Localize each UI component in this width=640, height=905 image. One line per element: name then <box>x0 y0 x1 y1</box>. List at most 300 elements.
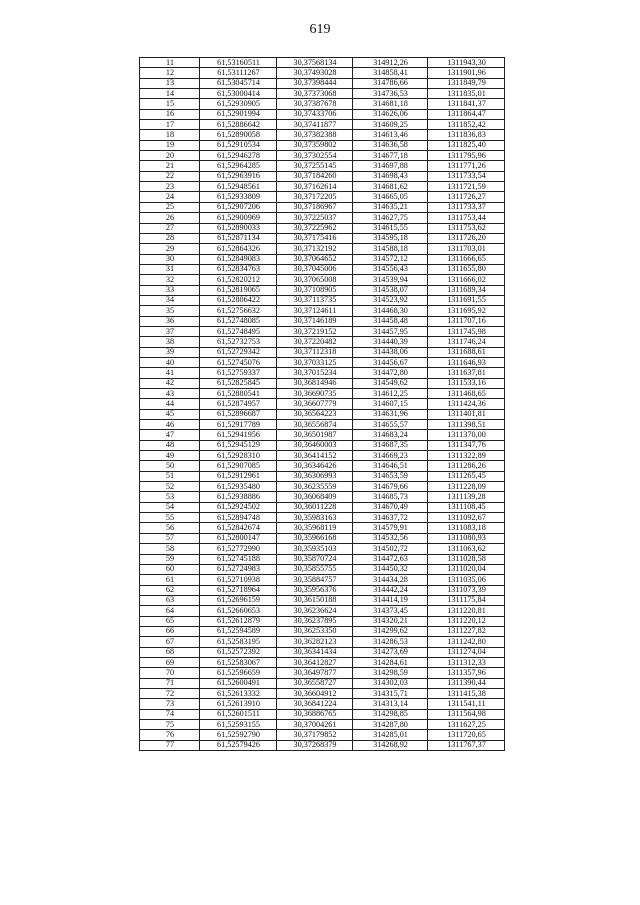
longitude-cell: 30,37033125 <box>277 357 353 367</box>
longitude-cell: 30,36011228 <box>277 502 353 512</box>
y-coordinate-cell: 1311092,67 <box>428 513 505 523</box>
latitude-cell: 61,53111267 <box>200 68 277 78</box>
longitude-cell: 30,36068409 <box>277 492 353 502</box>
longitude-cell: 30,37268379 <box>277 740 353 750</box>
x-coordinate-cell: 314681,18 <box>353 99 428 109</box>
longitude-cell: 30,36558727 <box>277 678 353 688</box>
y-coordinate-cell: 1311227,82 <box>428 626 505 636</box>
latitude-cell: 61,52894748 <box>200 513 277 523</box>
y-coordinate-cell: 1311286,26 <box>428 461 505 471</box>
x-coordinate-cell: 314670,49 <box>353 502 428 512</box>
latitude-cell: 61,52748495 <box>200 326 277 336</box>
x-coordinate-cell: 314679,66 <box>353 482 428 492</box>
table-row <box>140 544 505 554</box>
table-row <box>140 451 505 461</box>
longitude-cell: 30,37124611 <box>277 306 353 316</box>
x-coordinate-cell: 314687,35 <box>353 440 428 450</box>
point-number-cell: 23 <box>140 182 200 192</box>
x-coordinate-cell: 314373,45 <box>353 606 428 616</box>
longitude-cell: 30,36414152 <box>277 451 353 461</box>
latitude-cell: 61,52900969 <box>200 213 277 223</box>
longitude-cell: 30,36501987 <box>277 430 353 440</box>
longitude-cell: 30,37302554 <box>277 151 353 161</box>
y-coordinate-cell: 1311080,93 <box>428 533 505 543</box>
longitude-cell: 30,37064652 <box>277 254 353 264</box>
y-coordinate-cell: 1311646,93 <box>428 357 505 367</box>
table-row <box>140 730 505 740</box>
y-coordinate-cell: 1311666,65 <box>428 254 505 264</box>
y-coordinate-cell: 1311312,33 <box>428 657 505 667</box>
table-row <box>140 223 505 233</box>
table-row <box>140 99 505 109</box>
point-number-cell: 66 <box>140 626 200 636</box>
table-row <box>140 171 505 181</box>
latitude-cell: 61,52806422 <box>200 295 277 305</box>
point-number-cell: 49 <box>140 451 200 461</box>
longitude-cell: 30,36235559 <box>277 482 353 492</box>
table-row <box>140 720 505 730</box>
latitude-cell: 61,52880541 <box>200 389 277 399</box>
longitude-cell: 30,37225037 <box>277 213 353 223</box>
latitude-cell: 61,52917789 <box>200 420 277 430</box>
x-coordinate-cell: 314685,73 <box>353 492 428 502</box>
y-coordinate-cell: 1311424,36 <box>428 399 505 409</box>
longitude-cell: 30,36607779 <box>277 399 353 409</box>
x-coordinate-cell: 314697,88 <box>353 161 428 171</box>
point-number-cell: 70 <box>140 668 200 678</box>
point-number-cell: 54 <box>140 502 200 512</box>
y-coordinate-cell: 1311564,98 <box>428 709 505 719</box>
longitude-cell: 30,36841224 <box>277 699 353 709</box>
table-row <box>140 420 505 430</box>
point-number-cell: 61 <box>140 575 200 585</box>
table-row <box>140 668 505 678</box>
table-row <box>140 233 505 243</box>
table-row <box>140 316 505 326</box>
y-coordinate-cell: 1311733,54 <box>428 171 505 181</box>
longitude-cell: 30,36556874 <box>277 420 353 430</box>
latitude-cell: 61,52612879 <box>200 616 277 626</box>
latitude-cell: 61,52896687 <box>200 409 277 419</box>
latitude-cell: 61,52907206 <box>200 202 277 212</box>
latitude-cell: 61,52729342 <box>200 347 277 357</box>
longitude-cell: 30,37219152 <box>277 326 353 336</box>
x-coordinate-cell: 314532,56 <box>353 533 428 543</box>
x-coordinate-cell: 314273,69 <box>353 647 428 657</box>
table-row <box>140 492 505 502</box>
longitude-cell: 30,36341434 <box>277 647 353 657</box>
x-coordinate-cell: 314286,53 <box>353 637 428 647</box>
point-number-cell: 19 <box>140 140 200 150</box>
latitude-cell: 61,52759337 <box>200 368 277 378</box>
point-number-cell: 41 <box>140 368 200 378</box>
longitude-cell: 30,36690735 <box>277 389 353 399</box>
x-coordinate-cell: 314627,75 <box>353 213 428 223</box>
longitude-cell: 30,37146189 <box>277 316 353 326</box>
x-coordinate-cell: 314677,18 <box>353 151 428 161</box>
y-coordinate-cell: 1311720,65 <box>428 730 505 740</box>
table-row <box>140 688 505 698</box>
y-coordinate-cell: 1311228,09 <box>428 482 505 492</box>
y-coordinate-cell: 1311274,04 <box>428 647 505 657</box>
latitude-cell: 61,52745188 <box>200 554 277 564</box>
point-number-cell: 76 <box>140 730 200 740</box>
table-row <box>140 78 505 88</box>
latitude-cell: 61,52592790 <box>200 730 277 740</box>
x-coordinate-cell: 314595,18 <box>353 233 428 243</box>
point-number-cell: 14 <box>140 89 200 99</box>
point-number-cell: 20 <box>140 151 200 161</box>
point-number-cell: 16 <box>140 109 200 119</box>
x-coordinate-cell: 314626,06 <box>353 109 428 119</box>
y-coordinate-cell: 1311753,62 <box>428 223 505 233</box>
x-coordinate-cell: 314736,53 <box>353 89 428 99</box>
table-row <box>140 606 505 616</box>
point-number-cell: 62 <box>140 585 200 595</box>
longitude-cell: 30,36886765 <box>277 709 353 719</box>
table-row <box>140 58 505 68</box>
table-row <box>140 513 505 523</box>
latitude-cell: 61,52933809 <box>200 192 277 202</box>
point-number-cell: 40 <box>140 357 200 367</box>
longitude-cell: 30,36282123 <box>277 637 353 647</box>
x-coordinate-cell: 314786,66 <box>353 78 428 88</box>
x-coordinate-cell: 314298,59 <box>353 668 428 678</box>
latitude-cell: 61,52800147 <box>200 533 277 543</box>
latitude-cell: 61,53000414 <box>200 89 277 99</box>
latitude-cell: 61,52613910 <box>200 699 277 709</box>
table-row <box>140 389 505 399</box>
coordinates-table-body <box>140 58 505 751</box>
table-row <box>140 244 505 254</box>
table-row <box>140 202 505 212</box>
table-row <box>140 430 505 440</box>
point-number-cell: 73 <box>140 699 200 709</box>
longitude-cell: 30,36564223 <box>277 409 353 419</box>
latitude-cell: 61,53160511 <box>200 58 277 68</box>
point-number-cell: 56 <box>140 523 200 533</box>
y-coordinate-cell: 1311390,44 <box>428 678 505 688</box>
y-coordinate-cell: 1311771,26 <box>428 161 505 171</box>
y-coordinate-cell: 1311020,04 <box>428 564 505 574</box>
table-row <box>140 523 505 533</box>
point-number-cell: 36 <box>140 316 200 326</box>
latitude-cell: 61,52596659 <box>200 668 277 678</box>
longitude-cell: 30,35968119 <box>277 523 353 533</box>
longitude-cell: 30,36306993 <box>277 471 353 481</box>
y-coordinate-cell: 1311703,01 <box>428 244 505 254</box>
point-number-cell: 68 <box>140 647 200 657</box>
x-coordinate-cell: 314637,72 <box>353 513 428 523</box>
longitude-cell: 30,35855755 <box>277 564 353 574</box>
y-coordinate-cell: 1311691,55 <box>428 295 505 305</box>
latitude-cell: 61,52820212 <box>200 275 277 285</box>
longitude-cell: 30,37015234 <box>277 368 353 378</box>
longitude-cell: 30,37398444 <box>277 78 353 88</box>
latitude-cell: 61,52964285 <box>200 161 277 171</box>
longitude-cell: 30,37225962 <box>277 223 353 233</box>
point-number-cell: 71 <box>140 678 200 688</box>
table-row <box>140 254 505 264</box>
table-row <box>140 306 505 316</box>
table-row <box>140 182 505 192</box>
x-coordinate-cell: 314655,57 <box>353 420 428 430</box>
point-number-cell: 21 <box>140 161 200 171</box>
point-number-cell: 24 <box>140 192 200 202</box>
x-coordinate-cell: 314450,32 <box>353 564 428 574</box>
table-row <box>140 575 505 585</box>
table-row <box>140 440 505 450</box>
y-coordinate-cell: 1311108,45 <box>428 502 505 512</box>
longitude-cell: 30,37004261 <box>277 720 353 730</box>
latitude-cell: 61,52945129 <box>200 440 277 450</box>
point-number-cell: 27 <box>140 223 200 233</box>
table-row <box>140 699 505 709</box>
longitude-cell: 30,37162614 <box>277 182 353 192</box>
x-coordinate-cell: 314457,95 <box>353 326 428 336</box>
x-coordinate-cell: 314299,62 <box>353 626 428 636</box>
y-coordinate-cell: 1311726,27 <box>428 192 505 202</box>
latitude-cell: 61,53045714 <box>200 78 277 88</box>
table-row <box>140 409 505 419</box>
y-coordinate-cell: 1311852,42 <box>428 120 505 130</box>
point-number-cell: 31 <box>140 264 200 274</box>
point-number-cell: 42 <box>140 378 200 388</box>
table-row <box>140 120 505 130</box>
x-coordinate-cell: 314613,46 <box>353 130 428 140</box>
point-number-cell: 58 <box>140 544 200 554</box>
table-row <box>140 399 505 409</box>
x-coordinate-cell: 314442,24 <box>353 585 428 595</box>
longitude-cell: 30,37175416 <box>277 233 353 243</box>
x-coordinate-cell: 314302,03 <box>353 678 428 688</box>
x-coordinate-cell: 314615,55 <box>353 223 428 233</box>
y-coordinate-cell: 1311835,01 <box>428 89 505 99</box>
point-number-cell: 55 <box>140 513 200 523</box>
table-row <box>140 585 505 595</box>
latitude-cell: 61,52593155 <box>200 720 277 730</box>
latitude-cell: 61,52660653 <box>200 606 277 616</box>
latitude-cell: 61,52748085 <box>200 316 277 326</box>
point-number-cell: 46 <box>140 420 200 430</box>
longitude-cell: 30,36346426 <box>277 461 353 471</box>
y-coordinate-cell: 1311864,47 <box>428 109 505 119</box>
point-number-cell: 74 <box>140 709 200 719</box>
point-number-cell: 28 <box>140 233 200 243</box>
x-coordinate-cell: 314538,07 <box>353 285 428 295</box>
longitude-cell: 30,37359802 <box>277 140 353 150</box>
x-coordinate-cell: 314468,30 <box>353 306 428 316</box>
x-coordinate-cell: 314588,18 <box>353 244 428 254</box>
table-row <box>140 554 505 564</box>
latitude-cell: 61,52819065 <box>200 285 277 295</box>
point-number-cell: 45 <box>140 409 200 419</box>
latitude-cell: 61,52756632 <box>200 306 277 316</box>
x-coordinate-cell: 314665,05 <box>353 192 428 202</box>
table-row <box>140 533 505 543</box>
x-coordinate-cell: 314523,92 <box>353 295 428 305</box>
x-coordinate-cell: 314287,80 <box>353 720 428 730</box>
x-coordinate-cell: 314858,41 <box>353 68 428 78</box>
point-number-cell: 15 <box>140 99 200 109</box>
latitude-cell: 61,52572392 <box>200 647 277 657</box>
x-coordinate-cell: 314631,96 <box>353 409 428 419</box>
longitude-cell: 30,37382388 <box>277 130 353 140</box>
point-number-cell: 65 <box>140 616 200 626</box>
point-number-cell: 17 <box>140 120 200 130</box>
point-number-cell: 22 <box>140 171 200 181</box>
table-row <box>140 637 505 647</box>
longitude-cell: 30,35983163 <box>277 513 353 523</box>
x-coordinate-cell: 314434,28 <box>353 575 428 585</box>
point-number-cell: 26 <box>140 213 200 223</box>
latitude-cell: 61,52941956 <box>200 430 277 440</box>
point-number-cell: 12 <box>140 68 200 78</box>
y-coordinate-cell: 1311695,92 <box>428 306 505 316</box>
x-coordinate-cell: 314698,43 <box>353 171 428 181</box>
y-coordinate-cell: 1311322,89 <box>428 451 505 461</box>
latitude-cell: 61,52772990 <box>200 544 277 554</box>
table-row <box>140 461 505 471</box>
y-coordinate-cell: 1311242,80 <box>428 637 505 647</box>
latitude-cell: 61,52886642 <box>200 120 277 130</box>
latitude-cell: 61,52864326 <box>200 244 277 254</box>
point-number-cell: 11 <box>140 58 200 68</box>
y-coordinate-cell: 1311035,06 <box>428 575 505 585</box>
y-coordinate-cell: 1311468,65 <box>428 389 505 399</box>
table-row <box>140 471 505 481</box>
y-coordinate-cell: 1311943,30 <box>428 58 505 68</box>
x-coordinate-cell: 314572,12 <box>353 254 428 264</box>
x-coordinate-cell: 314472,80 <box>353 368 428 378</box>
latitude-cell: 61,52871134 <box>200 233 277 243</box>
point-number-cell: 53 <box>140 492 200 502</box>
page-number: 619 <box>309 22 331 37</box>
y-coordinate-cell: 1311401,81 <box>428 409 505 419</box>
table-row <box>140 285 505 295</box>
point-number-cell: 57 <box>140 533 200 543</box>
latitude-cell: 61,52946278 <box>200 151 277 161</box>
x-coordinate-cell: 314607,15 <box>353 399 428 409</box>
y-coordinate-cell: 1311073,39 <box>428 585 505 595</box>
latitude-cell: 61,52732753 <box>200 337 277 347</box>
x-coordinate-cell: 314456,67 <box>353 357 428 367</box>
longitude-cell: 30,37179852 <box>277 730 353 740</box>
longitude-cell: 30,36237895 <box>277 616 353 626</box>
latitude-cell: 61,52874957 <box>200 399 277 409</box>
table-row <box>140 626 505 636</box>
y-coordinate-cell: 1311688,61 <box>428 347 505 357</box>
y-coordinate-cell: 1311415,38 <box>428 688 505 698</box>
point-number-cell: 43 <box>140 389 200 399</box>
y-coordinate-cell: 1311901,96 <box>428 68 505 78</box>
x-coordinate-cell: 314669,23 <box>353 451 428 461</box>
point-number-cell: 48 <box>140 440 200 450</box>
latitude-cell: 61,52710938 <box>200 575 277 585</box>
x-coordinate-cell: 314653,59 <box>353 471 428 481</box>
x-coordinate-cell: 314579,91 <box>353 523 428 533</box>
y-coordinate-cell: 1311220,12 <box>428 616 505 626</box>
latitude-cell: 61,52924502 <box>200 502 277 512</box>
latitude-cell: 61,52579426 <box>200 740 277 750</box>
latitude-cell: 61,52912961 <box>200 471 277 481</box>
point-number-cell: 63 <box>140 595 200 605</box>
point-number-cell: 69 <box>140 657 200 667</box>
y-coordinate-cell: 1311841,37 <box>428 99 505 109</box>
table-row <box>140 482 505 492</box>
longitude-cell: 30,37113735 <box>277 295 353 305</box>
table-row <box>140 337 505 347</box>
table-row <box>140 161 505 171</box>
y-coordinate-cell: 1311357,96 <box>428 668 505 678</box>
point-number-cell: 60 <box>140 564 200 574</box>
y-coordinate-cell: 1311733,37 <box>428 202 505 212</box>
longitude-cell: 30,36236624 <box>277 606 353 616</box>
longitude-cell: 30,37108905 <box>277 285 353 295</box>
latitude-cell: 61,52718964 <box>200 585 277 595</box>
y-coordinate-cell: 1311753,44 <box>428 213 505 223</box>
point-number-cell: 67 <box>140 637 200 647</box>
y-coordinate-cell: 1311347,76 <box>428 440 505 450</box>
point-number-cell: 37 <box>140 326 200 336</box>
table-row <box>140 368 505 378</box>
point-number-cell: 18 <box>140 130 200 140</box>
y-coordinate-cell: 1311849,79 <box>428 78 505 88</box>
latitude-cell: 61,52907085 <box>200 461 277 471</box>
latitude-cell: 61,52930905 <box>200 99 277 109</box>
y-coordinate-cell: 1311655,80 <box>428 264 505 274</box>
longitude-cell: 30,37045006 <box>277 264 353 274</box>
point-number-cell: 51 <box>140 471 200 481</box>
point-number-cell: 35 <box>140 306 200 316</box>
y-coordinate-cell: 1311707,16 <box>428 316 505 326</box>
table-row <box>140 564 505 574</box>
longitude-cell: 30,37065008 <box>277 275 353 285</box>
x-coordinate-cell: 314683,24 <box>353 430 428 440</box>
table-row <box>140 502 505 512</box>
table-row <box>140 151 505 161</box>
latitude-cell: 61,52583067 <box>200 657 277 667</box>
x-coordinate-cell: 314284,61 <box>353 657 428 667</box>
table-row <box>140 347 505 357</box>
longitude-cell: 30,35935103 <box>277 544 353 554</box>
x-coordinate-cell: 314549,62 <box>353 378 428 388</box>
longitude-cell: 30,35966168 <box>277 533 353 543</box>
latitude-cell: 61,52583195 <box>200 637 277 647</box>
latitude-cell: 61,52935480 <box>200 482 277 492</box>
y-coordinate-cell: 1311398,51 <box>428 420 505 430</box>
latitude-cell: 61,52963916 <box>200 171 277 181</box>
x-coordinate-cell: 314646,51 <box>353 461 428 471</box>
point-number-cell: 32 <box>140 275 200 285</box>
table-row <box>140 140 505 150</box>
y-coordinate-cell: 1311795,96 <box>428 151 505 161</box>
point-number-cell: 50 <box>140 461 200 471</box>
x-coordinate-cell: 314313,14 <box>353 699 428 709</box>
table-row <box>140 264 505 274</box>
longitude-cell: 30,35956376 <box>277 585 353 595</box>
longitude-cell: 30,36460003 <box>277 440 353 450</box>
latitude-cell: 61,52910534 <box>200 140 277 150</box>
longitude-cell: 30,37220482 <box>277 337 353 347</box>
longitude-cell: 30,36412827 <box>277 657 353 667</box>
latitude-cell: 61,52928310 <box>200 451 277 461</box>
longitude-cell: 30,37184260 <box>277 171 353 181</box>
x-coordinate-cell: 314609,25 <box>353 120 428 130</box>
latitude-cell: 61,52696159 <box>200 595 277 605</box>
longitude-cell: 30,37172205 <box>277 192 353 202</box>
y-coordinate-cell: 1311721,59 <box>428 182 505 192</box>
